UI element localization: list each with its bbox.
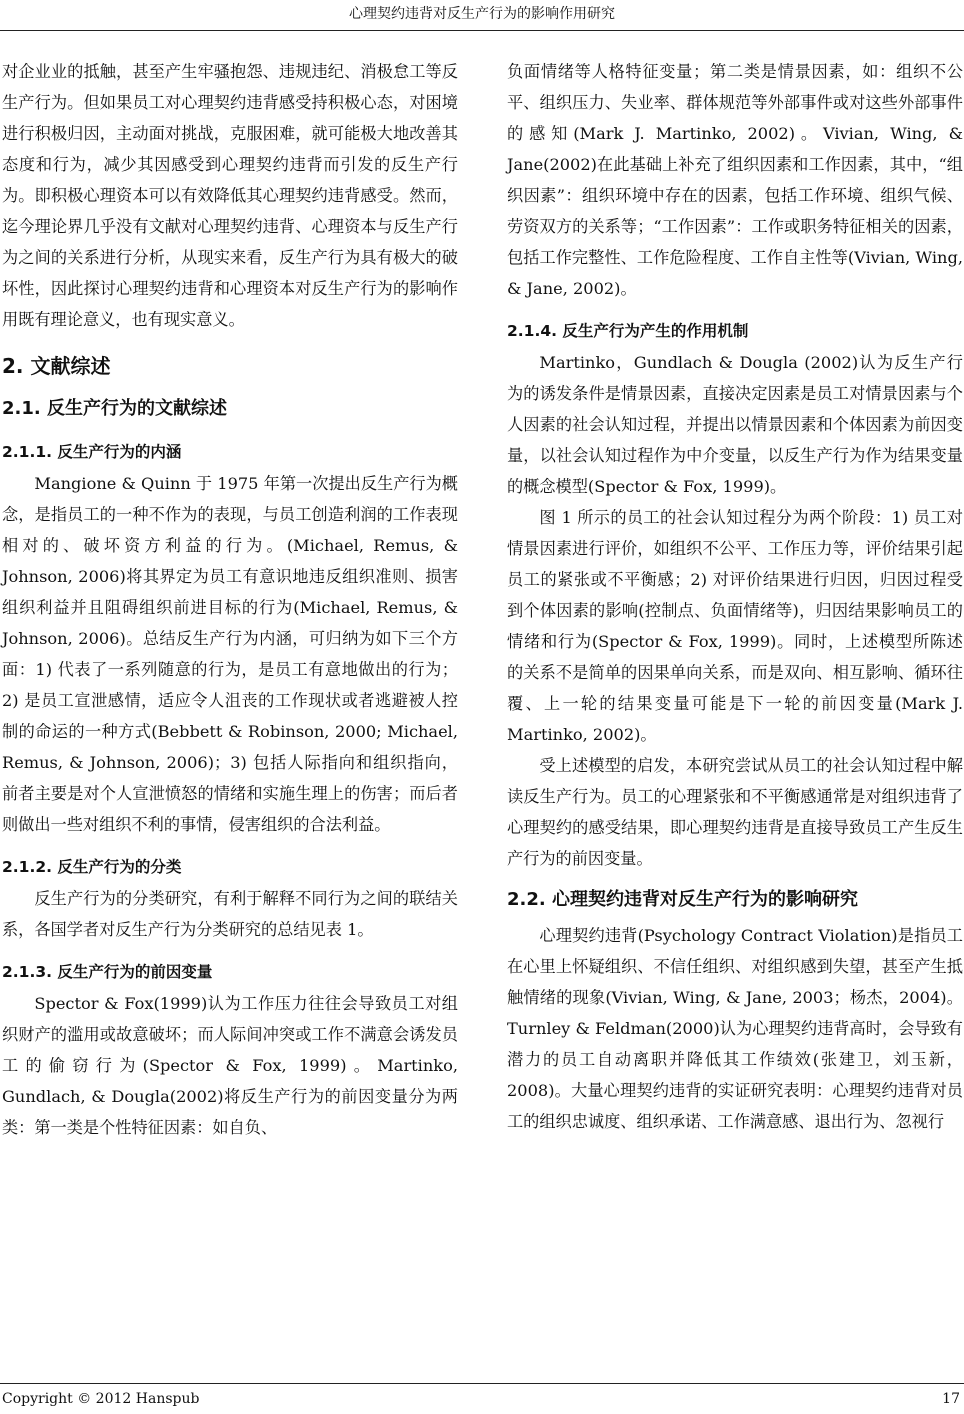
paragraph-2-2: 心理契约违背(Psychology Contract Violation)是指员工在心里上怀疑组织、不信任组织、对组织感到失望，甚至产生抵触情绪的现象(Vivian, Wing, & Jane, 2003；杨杰，2004)。Turnley & Feldman(2000)认为心理契约违背高时，会导致有潜力的员工自动离职并降低其工作绩效(张建卫，刘玉新，2008)。大量心理契约违背的实证研究表明：心理契约违背对员工的组织忠诚度、组织承诺、工作满意感、退出行为、忽视行 xyxy=(507,926,963,1131)
section-heading-2-2: 2.2. 心理契约违背对反生产行为的影响研究 xyxy=(507,889,858,910)
section-heading-2-1-1: 2.1.1. 反生产行为的内涵 xyxy=(2,443,182,461)
section-heading-2-1: 2.1. 反生产行为的文献综述 xyxy=(2,398,227,419)
running-header: 心理契约违背对反生产行为的影响作用研究 xyxy=(349,6,615,22)
paragraph-2-1-4-c: 受上述模型的启发，本研究尝试从员工的社会认知过程中解读反生产行为。员工的心理紧张和不平衡感通常是对组织违背了心理契约的感受结果，即心理契约违背是直接导致员工产生反生产行为的前因变量。 xyxy=(507,756,963,868)
paragraph-2-1-3: Spector & Fox(1999)认为工作压力往往会导致员工对组织财产的滥用或故意破坏；而人际间冲突或工作不满意会诱发员工的偷窃行为(Spector & Fox, 1999)。Martinko, Gundlach, & Dougla(2002)将反生产行为的前因变量分为两类：第一类是个性特征因素：如自负、 xyxy=(2,994,458,1137)
section-heading-2-1-2: 2.1.2. 反生产行为的分类 xyxy=(2,858,182,876)
right-column xyxy=(507,56,963,1137)
paragraph-2-1-4-b: 图 1 所示的员工的社会认知过程分为两个阶段：1) 员工对情景因素进行评价，如组织不公平、工作压力等，评价结果引起员工的紧张或不平衡感；2) 对评价结果进行归因，归因过程受到个体因素的影响(控制点、负面情绪等)，归因结果影响员工的情绪和行为(Spector & Fox, 1999)。同时，上述模型所陈述的关系不是简单的因果单向关系，而是双向、相互影响、循环往覆、上一轮的结果变量可能是下一轮的前因变量(Mark J. Martinko, 2002)。 xyxy=(507,508,963,744)
section-heading-2: 2. 文献综述 xyxy=(2,354,111,378)
paragraph-2-1-1: Mangione & Quinn 于 1975 年第一次提出反生产行为概念，是指员工的一种不作为的表现，与员工创造利润的工作表现相对的、破坏资方利益的行为。(Michael, Remus, & Johnson, 2006)将其界定为员工有意识地违反组织准则、损害组织利益并且阻碍组织前进目标的行为(Michael, Remus, & Johnson, 2006)。总结反生产行为内涵，可归纳为如下三个方面：1) 代表了一系列随意的行为，是员工有意地做出的行为；2) 是员工宣泄感情，适应令人沮丧的工作现状或者逃避被人控制的命运的一种方式(Bebbett & Robinson, 2000; Michael, Remus, & Johnson, 2006)；3) 包括人际指向和组织指向，前者主要是对个人宣泄愤怒的情绪和实施生理上的伤害；而后者则做出一些对组织不利的事情，侵害组织的合法利益。 xyxy=(2,474,458,834)
paragraph-2-1-4-a: Martinko，Gundlach & Dougla (2002)认为反生产行为的诱发条件是情景因素，直接决定因素是员工对情景因素与个人因素的社会认知过程，并提出以情景因素和个体因素为前因变量，以社会认知过程作为中介变量，以反生产行为作为结果变量的概念模型(Spector & Fox, 1999)。 xyxy=(507,353,963,496)
section-heading-2-1-4: 2.1.4. 反生产行为产生的作用机制 xyxy=(507,322,749,340)
copyright-notice: Copyright © 2012 Hanspub xyxy=(2,1391,200,1407)
left-column xyxy=(2,56,458,1143)
page-number: 17 xyxy=(942,1391,960,1407)
intro-paragraph: 对企业业的抵触，甚至产生牢骚抱怨、违规违纪、消极怠工等反生产行为。但如果员工对心理契约违背感受持积极心态，对困境进行积极归因，主动面对挑战，克服困难，就可能极大地改善其态度和行为，减少其因感受到心理契约违背而引发的反生产行为。即积极心理资本可以有效降低其心理契约违背感受。然而，迄今理论界几乎没有文献对心理契约违背、心理资本与反生产行为之间的关系进行分析，从现实来看，反生产行为具有极大的破坏性，因此探讨心理契约违背和心理资本对反生产行为的影响作用既有理论意义，也有现实意义。 xyxy=(2,62,458,329)
continued-paragraph: 负面情绪等人格特征变量；第二类是情景因素，如：组织不公平、组织压力、失业率、群体规范等外部事件或对这些外部事件的感知(Mark J. Martinko, 2002)。Vivian, Wing, & Jane(2002)在此基础上补充了组织因素和工作因素，其中，“组织因素”：组织环境中存在的因素，包括工作环境、组织气候、劳资双方的关系等；“工作因素”：工作或职务特征相关的因素，包括工作完整性、工作危险程度、工作自主性等(Vivian, Wing, & Jane, 2002)。 xyxy=(507,62,963,298)
footer-rule xyxy=(0,1383,964,1384)
header-rule xyxy=(0,30,964,31)
paragraph-2-1-2: 反生产行为的分类研究，有利于解释不同行为之间的联结关系，各国学者对反生产行为分类研究的总结见表 1。 xyxy=(2,889,458,939)
section-heading-2-1-3: 2.1.3. 反生产行为的前因变量 xyxy=(2,963,213,981)
